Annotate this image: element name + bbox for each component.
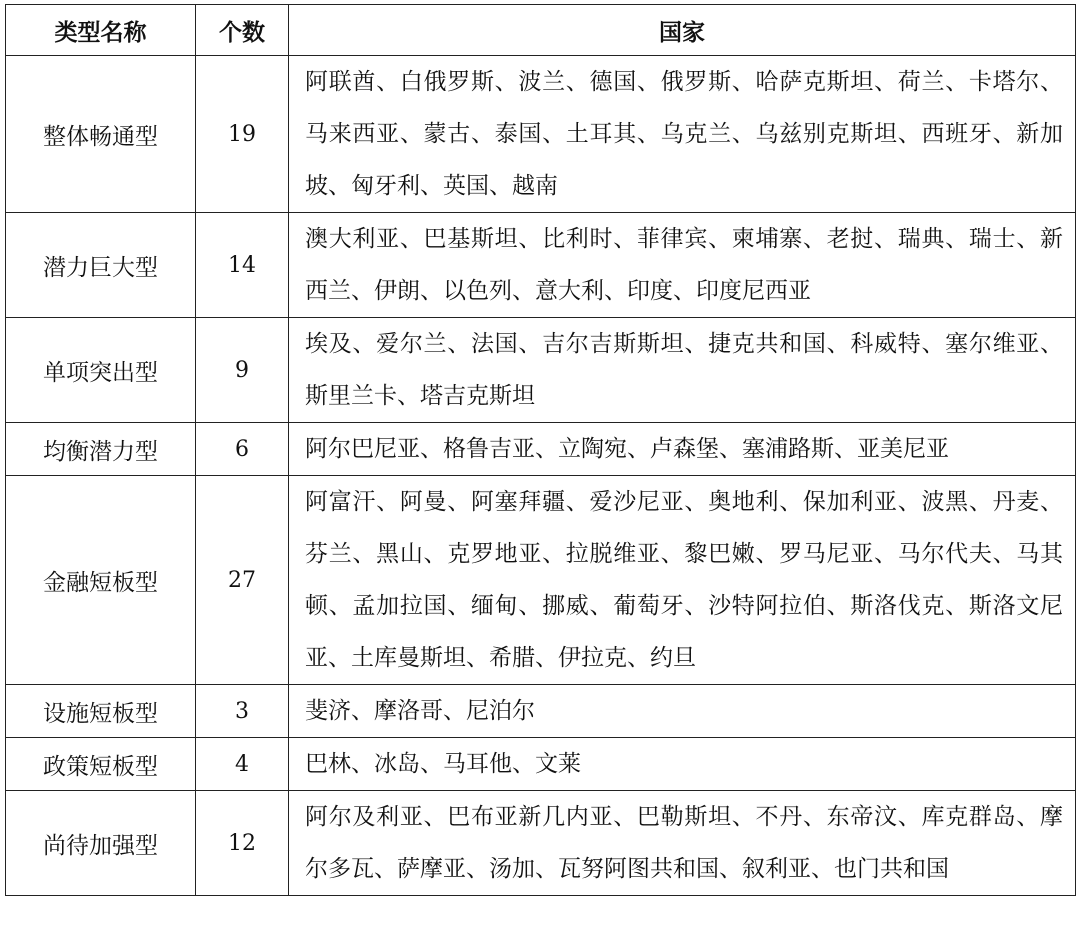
count-cell: 12: [196, 791, 289, 896]
type-name-cell: 尚待加强型: [6, 791, 196, 896]
table-row: [6, 318, 1076, 423]
countries-cell: 阿富汗、阿曼、阿塞拜疆、爱沙尼亚、奥地利、保加利亚、波黑、丹麦、芬兰、黑山、克罗地亚、拉脱维亚、黎巴嫩、罗马尼亚、马尔代夫、马其顿、孟加拉国、缅甸、挪威、葡萄牙、沙特阿拉伯、斯洛伐克、斯洛文尼亚、土库曼斯坦、希腊、伊拉克、约旦: [289, 476, 1076, 685]
type-name-cell: 金融短板型: [6, 476, 196, 685]
header-count: 个数: [196, 5, 289, 56]
count-cell: 19: [196, 56, 289, 213]
countries-cell: 澳大利亚、巴基斯坦、比利时、菲律宾、柬埔寨、老挝、瑞典、瑞士、新西兰、伊朗、以色列、意大利、印度、印度尼西亚: [289, 213, 1076, 318]
header-countries: 国家: [289, 5, 1076, 56]
table-row: [6, 738, 1076, 791]
header-row: [6, 5, 1076, 56]
table-row: [6, 685, 1076, 738]
header-type-name: 类型名称: [6, 5, 196, 56]
count-cell: 3: [196, 685, 289, 738]
table-row: [6, 56, 1076, 213]
table-row: [6, 423, 1076, 476]
countries-cell: 斐济、摩洛哥、尼泊尔: [289, 685, 1076, 738]
type-name-cell: 潜力巨大型: [6, 213, 196, 318]
type-name-cell: 政策短板型: [6, 738, 196, 791]
country-classification-table: [5, 4, 1076, 896]
countries-cell: 阿尔巴尼亚、格鲁吉亚、立陶宛、卢森堡、塞浦路斯、亚美尼亚: [289, 423, 1076, 476]
countries-cell: 阿尔及利亚、巴布亚新几内亚、巴勒斯坦、不丹、东帝汶、库克群岛、摩尔多瓦、萨摩亚、汤加、瓦努阿图共和国、叙利亚、也门共和国: [289, 791, 1076, 896]
count-cell: 27: [196, 476, 289, 685]
type-name-cell: 整体畅通型: [6, 56, 196, 213]
count-cell: 14: [196, 213, 289, 318]
type-name-cell: 均衡潜力型: [6, 423, 196, 476]
table-row: [6, 476, 1076, 685]
count-cell: 9: [196, 318, 289, 423]
countries-cell: 埃及、爱尔兰、法国、吉尔吉斯斯坦、捷克共和国、科威特、塞尔维亚、斯里兰卡、塔吉克斯坦: [289, 318, 1076, 423]
countries-cell: 巴林、冰岛、马耳他、文莱: [289, 738, 1076, 791]
count-cell: 6: [196, 423, 289, 476]
table-row: [6, 791, 1076, 896]
count-cell: 4: [196, 738, 289, 791]
table-row: [6, 213, 1076, 318]
type-name-cell: 单项突出型: [6, 318, 196, 423]
countries-cell: 阿联酋、白俄罗斯、波兰、德国、俄罗斯、哈萨克斯坦、荷兰、卡塔尔、马来西亚、蒙古、泰国、土耳其、乌克兰、乌兹别克斯坦、西班牙、新加坡、匈牙利、英国、越南: [289, 56, 1076, 213]
type-name-cell: 设施短板型: [6, 685, 196, 738]
